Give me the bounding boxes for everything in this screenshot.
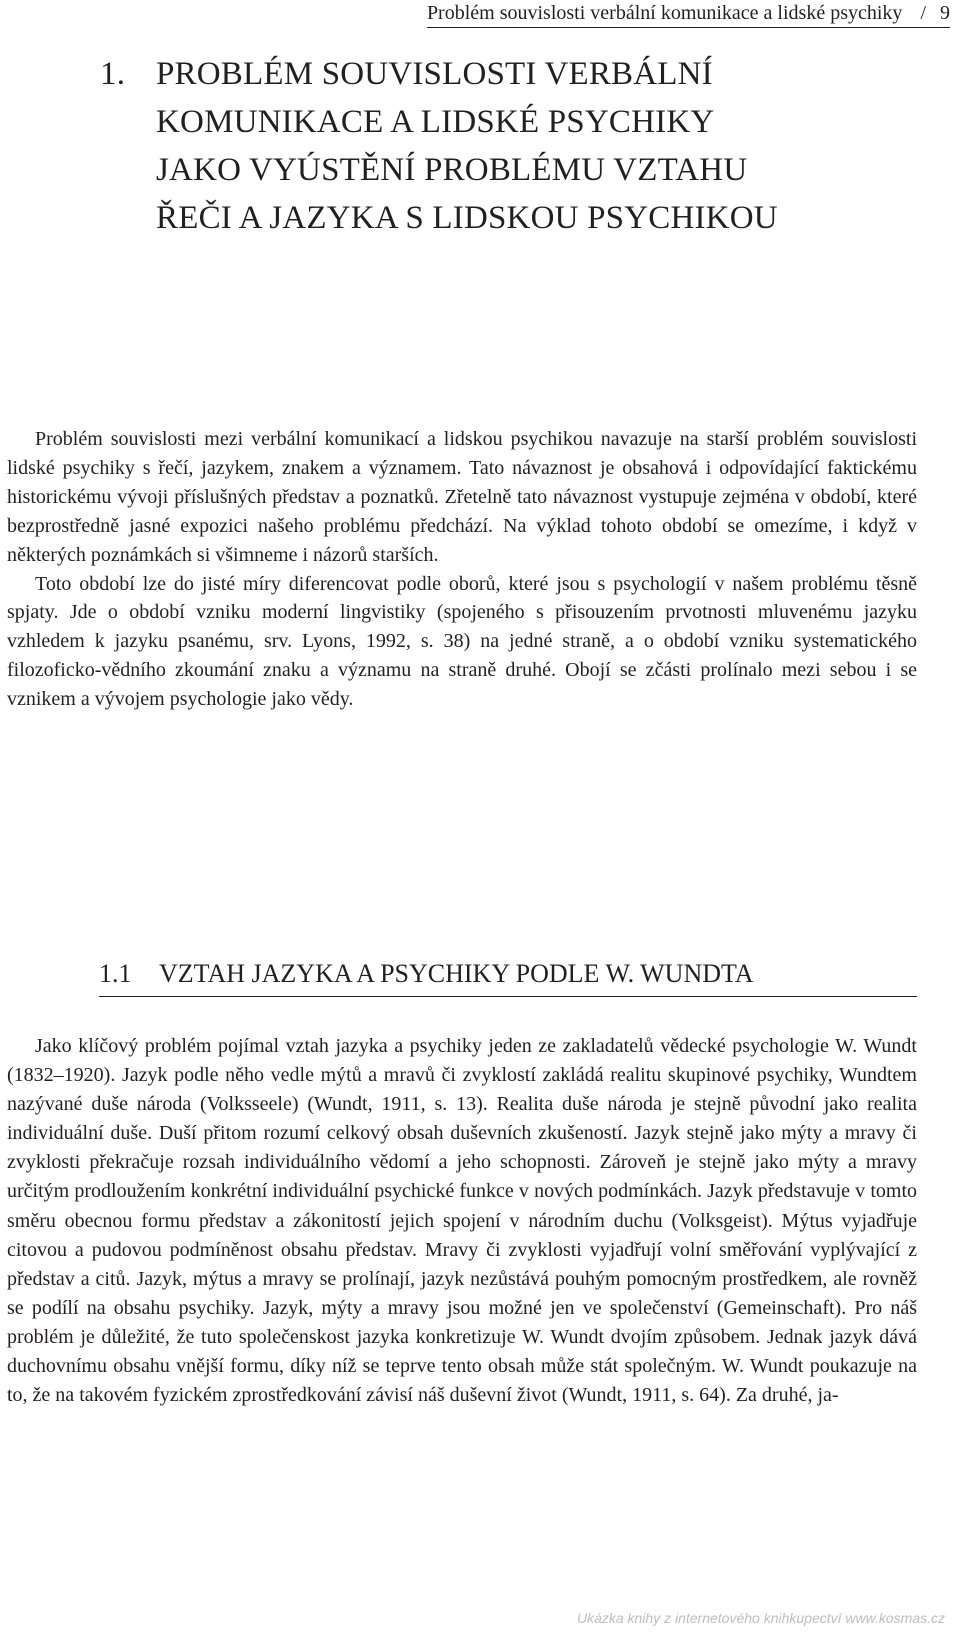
running-header — [427, 0, 950, 26]
watermark: Ukázka knihy z internetového knihkupectví www.kosmas.cz — [576, 1610, 945, 1626]
header-rule — [427, 27, 950, 28]
header-separator: / — [920, 2, 926, 24]
section-title: VZTAH JAZYKA A PSYCHIKY PODLE W. WUNDTA — [159, 959, 754, 988]
section-number: 1.1 — [99, 959, 132, 988]
page-number: 9 — [940, 2, 950, 24]
chapter-title-lines — [156, 50, 778, 242]
section-rule — [99, 996, 917, 998]
chapter-title-line: ŘEČI A JAZYKA S LIDSKOU PSYCHIKOU — [156, 200, 778, 236]
chapter-number: 1. — [100, 56, 126, 92]
paragraph: Problém souvislosti mezi verbální komunikací a lidskou psychikou navazuje na starší problém souvislosti lidské psychiky s řečí, jazykem, znakem a významem. Tato návaznost je obsahová i odpovídající faktickému historickému vývoji příslušných představ a poznatků. Zřetelně tato návaznost vystupuje zejména v období, které bezprostředně jasné expozici našeho problému předchází. Na výklad tohoto období se omezíme, i když v některých poznámkách si všimneme i názorů starších. — [7, 428, 917, 566]
chapter-title-line: KOMUNIKACE A LIDSKÉ PSYCHIKY — [156, 104, 715, 140]
intro-text — [7, 425, 917, 714]
paragraph: Jako klíčový problém pojímal vztah jazyka a psychiky jeden ze zakladatelů vědecké psychologie W. Wundt (1832–1920). Jazyk podle něho vedle mýtů a mravů či zvyklostí zakládá realitu skupinové psychiky, Wundtem nazývané duše národa (Volksseele) (Wundt, 1911, s. 13). Realita duše národa je stejně původní jako realita individuální duše. Duší přitom rozumí celkový obsah duševních zkušeností. Jazyk stejně jako mýty a mravy či zvyklosti překračuje rozsah individuálního vědomí a jeho schopnosti. Zároveň je stejně jako mýty a mravy určitým prodloužením konkrétní individuální psychické funkce v nových podmínkách. Jazyk představuje v tomto směru obecnou formu představ a zákonitostí jejich spojení v národním duchu (Volksgeist). Mýtus vyjadřuje citovou a pudovou podmíněnost obsahu představ. Mravy či zvyklosti vyjadřují volní směřování vyplývající z představ a citů. Jazyk, mýtus a mravy se prolínají, jazyk nezůstává pouhým pomocným prostředkem, ale rovněž se podílí na obsahu psychiky. Jazyk, mýty a mravy jsou možné jen ve společenství (Gemeinschaft). Pro náš problém je důležité, že tuto společenskost jazyka konkretizuje W. Wundt dvojím způsobem. Jednak jazyk dává duchovnímu obsahu vnější formu, díky níž se teprve tento obsah může stát společným. W. Wundt poukazuje na to, že na takovém fyzickém zprostředkování závisí náš duševní život (Wundt, 1911, s. 64). Za druhé, ja- — [7, 1035, 917, 1407]
section-heading — [99, 957, 917, 997]
chapter-title-line: JAKO VYÚSTĚNÍ PROBLÉMU VZTAHU — [156, 152, 748, 188]
section-text — [7, 1032, 917, 1410]
chapter-title-line: PROBLÉM SOUVISLOSTI VERBÁLNÍ — [156, 56, 713, 92]
paragraph: Toto období lze do jisté míry diferencovat podle oborů, které jsou s psychologií v našem problému těsně spjaty. Jde o období vzniku moderní lingvistiky (spojeného s přisouzením prvotnosti mluvenému jazyku vzhledem k jazyku psanému, srv. Lyons, 1992, s. 38) na jedné straně, a o období vzniku systematického filozoficko-vědního zkoumání znaku a významu na straně druhé. Obojí se zčásti prolínalo mezi sebou i se vznikem a vývojem psychologie jako vědy. — [7, 572, 917, 711]
running-title: Problém souvislosti verbální komunikace a lidské psychiky — [426, 2, 903, 24]
